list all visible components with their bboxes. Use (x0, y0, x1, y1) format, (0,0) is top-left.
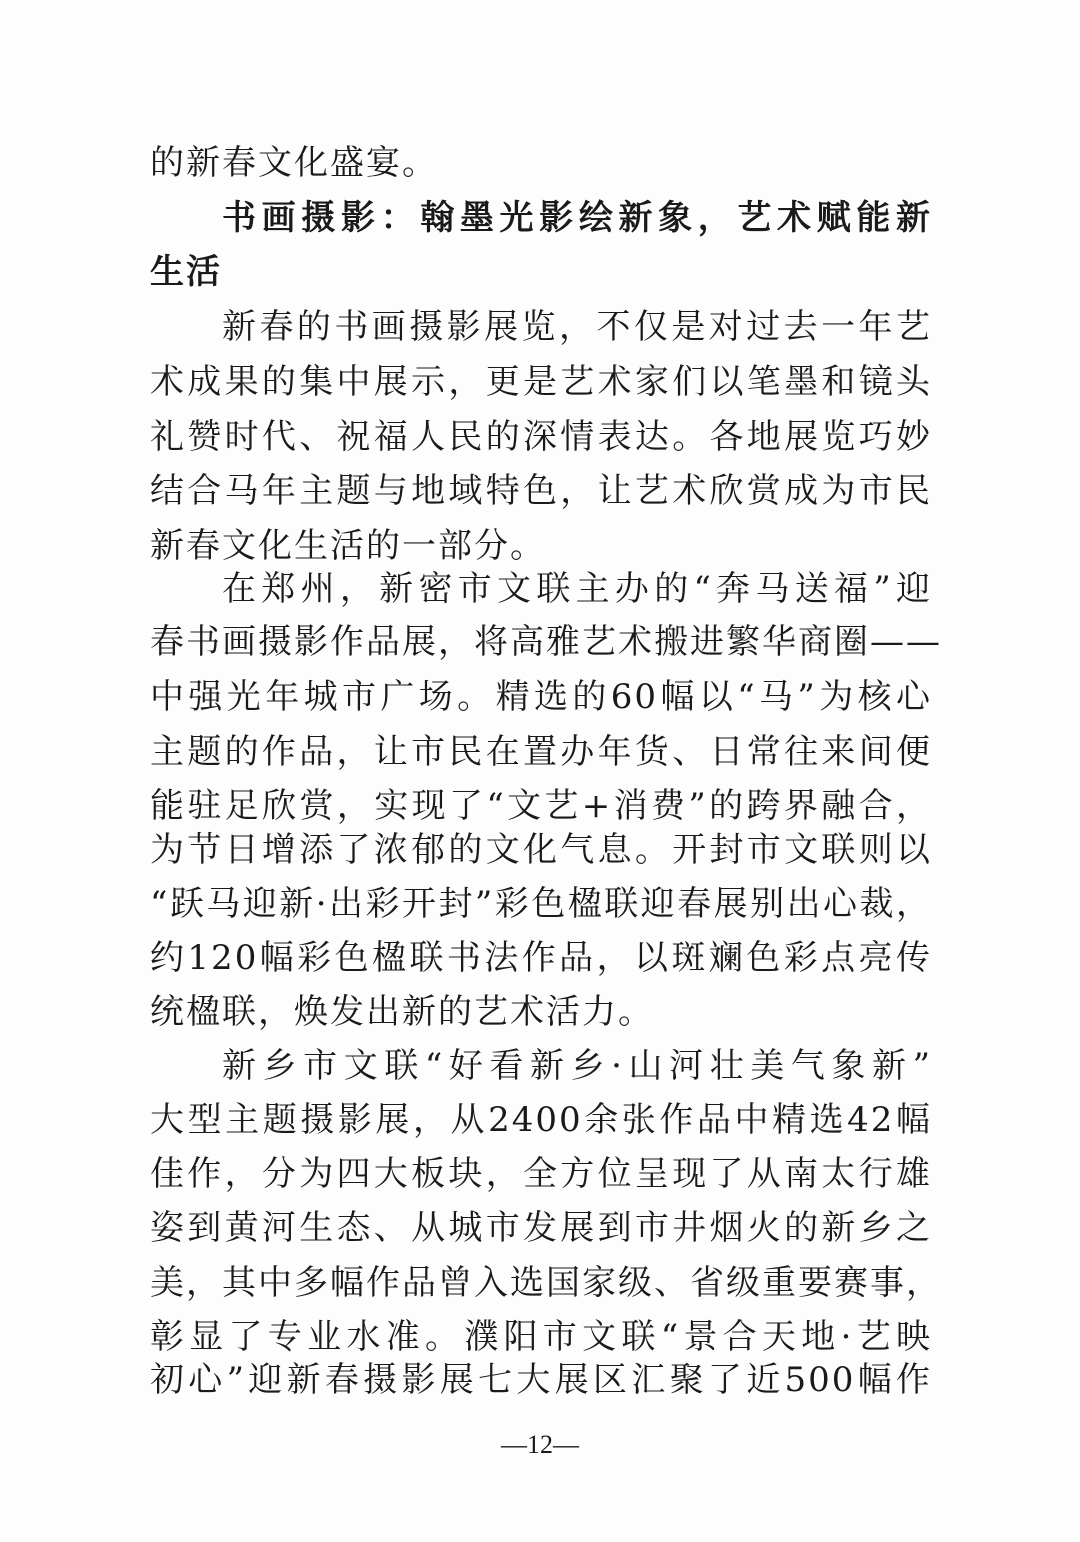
paragraph-line: 为节日增添了浓郁的文化气息。开封市文联则以 (150, 830, 932, 870)
paragraph-line: 约120幅彩色楹联书法作品，以斑斓色彩点亮传 (150, 938, 932, 978)
paragraph-line: 主题的作品，让市民在置办年货、日常往来间便 (150, 732, 932, 772)
paragraph-line: 初心”迎新春摄影展七大展区汇聚了近500幅作 (150, 1360, 932, 1400)
paragraph-line: 姿到黄河生态、从城市发展到市井烟火的新乡之 (150, 1208, 932, 1248)
paragraph-line: 大型主题摄影展，从2400余张作品中精选42幅 (150, 1100, 932, 1140)
paragraph-line: 春书画摄影作品展，将高雅艺术搬进繁华商圈—— (150, 622, 942, 662)
paragraph-line: 能驻足欣赏，实现了“文艺+消费”的跨界融合， (150, 786, 932, 826)
paragraph-line: 术成果的集中展示，更是艺术家们以笔墨和镜头 (150, 362, 932, 402)
paragraph-line: “跃马迎新·出彩开封”彩色楹联迎春展别出心裁， (150, 884, 932, 924)
paragraph-line: 新乡市文联“好看新乡·山河壮美气象新” (222, 1046, 932, 1086)
section-heading-line: 书画摄影：翰墨光影绘新象，艺术赋能新 (222, 198, 932, 238)
paragraph-line: 礼赞时代、祝福人民的深情表达。各地展览巧妙 (150, 417, 932, 457)
paragraph-line: 美，其中多幅作品曾入选国家级、省级重要赛事， (150, 1263, 942, 1303)
paragraph-line: 结合马年主题与地域特色，让艺术欣赏成为市民 (150, 471, 932, 511)
paragraph-line: 新春的书画摄影展览，不仅是对过去一年艺 (222, 307, 932, 347)
paragraph-line: 佳作，分为四大板块，全方位呈现了从南太行雄 (150, 1154, 932, 1194)
paragraph-line: 中强光年城市广场。精选的60幅以“马”为核心 (150, 677, 932, 717)
paragraph-line: 在郑州，新密市文联主办的“奔马送福”迎 (222, 569, 932, 609)
paragraph-line: 的新春文化盛宴。 (150, 143, 438, 183)
paragraph-line: 统楹联，焕发出新的艺术活力。 (150, 992, 654, 1032)
section-heading-line: 生活 (150, 252, 222, 292)
paragraph-line: 彰显了专业水准。濮阳市文联“景合天地·艺映 (150, 1317, 932, 1357)
paragraph-line: 新春文化生活的一部分。 (150, 526, 546, 566)
page-number: —12— (501, 1430, 579, 1459)
